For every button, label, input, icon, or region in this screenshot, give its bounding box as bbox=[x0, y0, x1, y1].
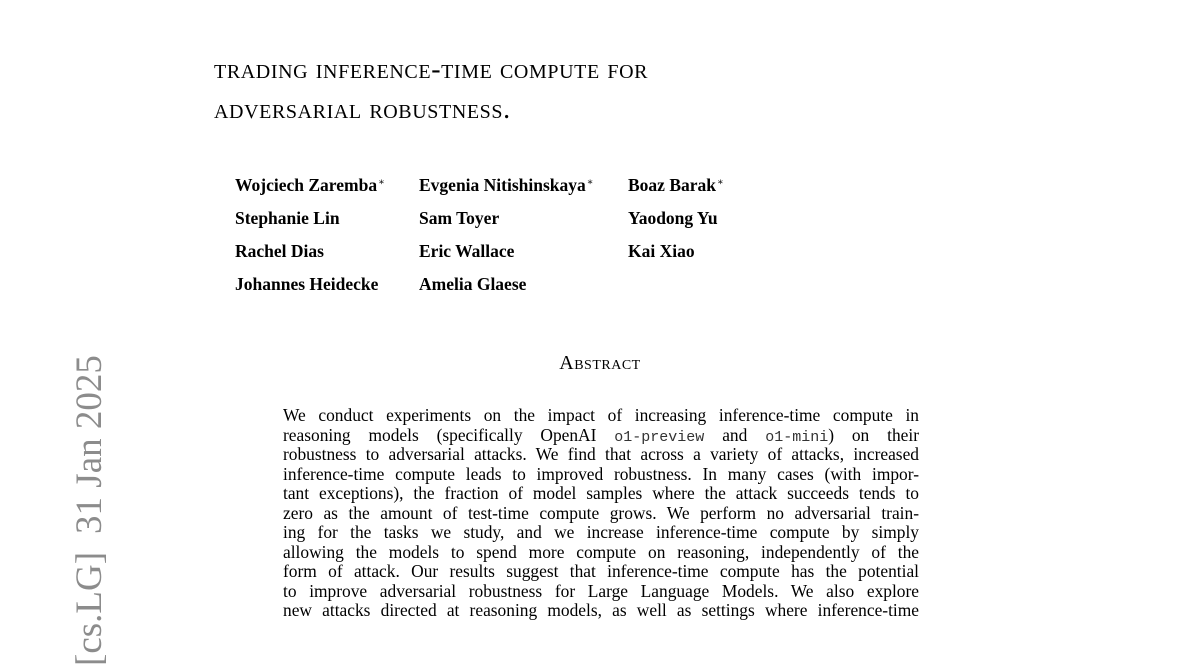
equal-contribution-mark: ∗ bbox=[717, 177, 724, 188]
author: Kai Xiao bbox=[628, 241, 695, 261]
author: Rachel Dias bbox=[235, 241, 324, 261]
abstract-line: allowing the models to spend more compute on reasoning, independently of the bbox=[283, 541, 919, 562]
abstract-line: tant exceptions), the fraction of model samples where the attack succeeds tends to bbox=[283, 483, 919, 503]
abstract-line: new attacks directed at reasoning models, as well as settings where inference-time bbox=[283, 600, 919, 620]
equal-contribution-mark: ∗ bbox=[378, 177, 385, 188]
abstract-line: inference-time compute leads to improved robustness. In many cases (with impor- bbox=[283, 463, 919, 484]
author: Evgenia Nitishinskaya∗ bbox=[419, 175, 594, 195]
arxiv-category: [cs.LG] bbox=[69, 551, 110, 666]
abstract-line: zero as the amount of test-time compute grows. We perform no adversarial train- bbox=[283, 502, 919, 523]
arxiv-date: 31 Jan 2025 bbox=[69, 355, 110, 534]
model-name-code: o1-preview bbox=[614, 428, 705, 446]
abstract-heading: Abstract bbox=[559, 352, 641, 374]
paper-title bbox=[214, 50, 914, 130]
paper-title-line-2: adversarial robustness. bbox=[214, 94, 511, 125]
author-list bbox=[235, 174, 768, 295]
author: Johannes Heidecke bbox=[235, 274, 379, 294]
abstract-line: reasoning models (specifically OpenAI o1-preview and o1-mini) on their bbox=[283, 424, 919, 446]
model-name-code: o1-mini bbox=[765, 428, 829, 446]
author: Yaodong Yu bbox=[628, 208, 718, 228]
equal-contribution-mark: ∗ bbox=[586, 177, 594, 188]
abstract-text bbox=[283, 406, 919, 621]
author: Boaz Barak∗ bbox=[628, 175, 724, 195]
abstract-line: robustness to adversarial attacks. We find that across a variety of attacks, increased bbox=[283, 444, 919, 464]
abstract-line: to improve adversarial robustness for Large Language Models. We also explore bbox=[283, 580, 919, 601]
author: Stephanie Lin bbox=[235, 208, 340, 228]
author: Eric Wallace bbox=[419, 241, 515, 261]
abstract-line: ing for the tasks we study, and we increase inference-time compute by simply bbox=[283, 522, 919, 542]
author: Sam Toyer bbox=[419, 208, 500, 228]
author: Amelia Glaese bbox=[419, 274, 527, 294]
author: Wojciech Zaremba∗ bbox=[235, 175, 385, 195]
abstract-line: We conduct experiments on the impact of increasing inference-time compute in bbox=[283, 405, 919, 425]
abstract-line: form of attack. Our results suggest that inference-time compute has the potential bbox=[283, 561, 919, 581]
paper-title-line-1: trading inference-time compute for bbox=[214, 54, 649, 85]
